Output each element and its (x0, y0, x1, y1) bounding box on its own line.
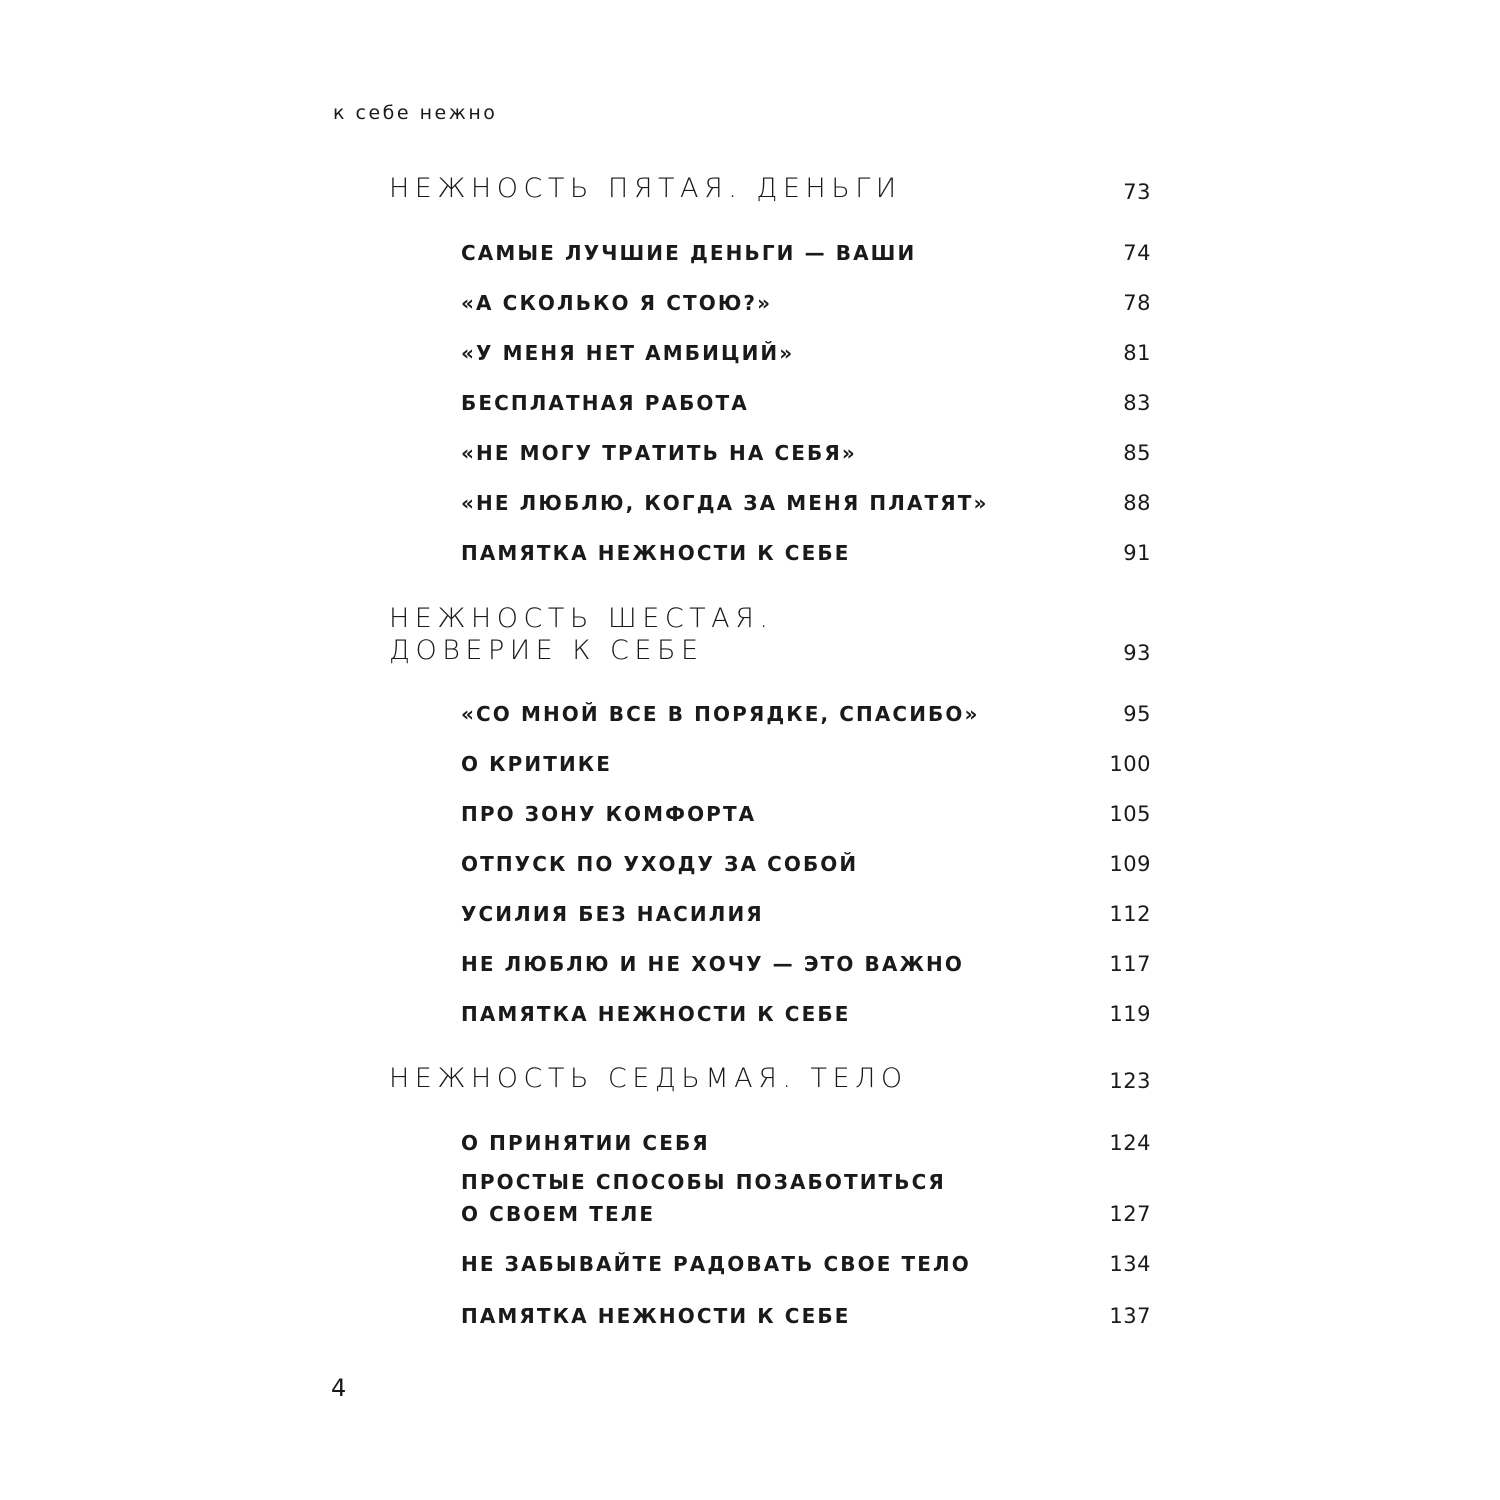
section-title: НЕ ЛЮБЛЮ И НЕ ХОЧУ — ЭТО ВАЖНО (461, 952, 964, 976)
page-ref: 119 (1109, 1002, 1151, 1026)
page-ref: 91 (1123, 541, 1151, 565)
page-ref: 95 (1123, 702, 1151, 726)
section-title: НЕ ЗАБЫВАЙТЕ РАДОВАТЬ СВОЕ ТЕЛО (461, 1252, 971, 1276)
page-ref: 81 (1123, 341, 1151, 365)
page-ref: 137 (1109, 1304, 1151, 1328)
section-title: ПАМЯТКА НЕЖНОСТИ К СЕБЕ (461, 1304, 851, 1328)
chapter-title: НЕЖНОСТЬ ПЯТАЯ. ДЕНЬГИ (389, 173, 902, 204)
section-title: «У МЕНЯ НЕТ АМБИЦИЙ» (461, 341, 795, 365)
page-ref: 93 (1123, 641, 1151, 665)
page-ref: 123 (1109, 1069, 1151, 1093)
chapter-title: НЕЖНОСТЬ СЕДЬМАЯ. ТЕЛО (389, 1063, 908, 1094)
page-ref: 73 (1123, 180, 1151, 204)
section-title: «СО МНОЙ ВСЕ В ПОРЯДКЕ, СПАСИБО» (461, 702, 980, 726)
page-number: 4 (331, 1374, 347, 1402)
page-ref: 124 (1109, 1131, 1151, 1155)
page-ref: 74 (1123, 241, 1151, 265)
section-title: О ПРИНЯТИИ СЕБЯ (461, 1131, 710, 1155)
page-ref: 78 (1123, 291, 1151, 315)
section-title: О КРИТИКЕ (461, 752, 612, 776)
page-ref: 109 (1109, 852, 1151, 876)
page-ref: 127 (1109, 1202, 1151, 1226)
section-title: БЕСПЛАТНАЯ РАБОТА (461, 391, 749, 415)
section-title: «А СКОЛЬКО Я СТОЮ?» (461, 291, 773, 315)
page-ref: 100 (1109, 752, 1151, 776)
page-ref: 134 (1109, 1252, 1151, 1276)
section-title: САМЫЕ ЛУЧШИЕ ДЕНЬГИ — ВАШИ (461, 241, 917, 265)
section-title: УСИЛИЯ БЕЗ НАСИЛИЯ (461, 902, 764, 926)
running-head: к себе нежно (333, 102, 498, 124)
section-title: ПАМЯТКА НЕЖНОСТИ К СЕБЕ (461, 1002, 851, 1026)
section-title: «НЕ МОГУ ТРАТИТЬ НА СЕБЯ» (461, 441, 857, 465)
chapter-title: НЕЖНОСТЬ ШЕСТАЯ. ДОВЕРИЕ К СЕБЕ (389, 603, 774, 666)
section-title: «НЕ ЛЮБЛЮ, КОГДА ЗА МЕНЯ ПЛАТЯТ» (461, 491, 989, 515)
section-title: ПРО ЗОНУ КОМФОРТА (461, 802, 757, 826)
page-ref: 112 (1109, 902, 1151, 926)
page-ref: 88 (1123, 491, 1151, 515)
section-title: ОТПУСК ПО УХОДУ ЗА СОБОЙ (461, 852, 859, 876)
page-ref: 85 (1123, 441, 1151, 465)
page-ref: 105 (1109, 802, 1151, 826)
section-title: ПАМЯТКА НЕЖНОСТИ К СЕБЕ (461, 541, 851, 565)
page-ref: 117 (1109, 952, 1151, 976)
section-title: ПРОСТЫЕ СПОСОБЫ ПОЗАБОТИТЬСЯ О СВОЕМ ТЕЛЕ (461, 1170, 946, 1226)
page-ref: 83 (1123, 391, 1151, 415)
